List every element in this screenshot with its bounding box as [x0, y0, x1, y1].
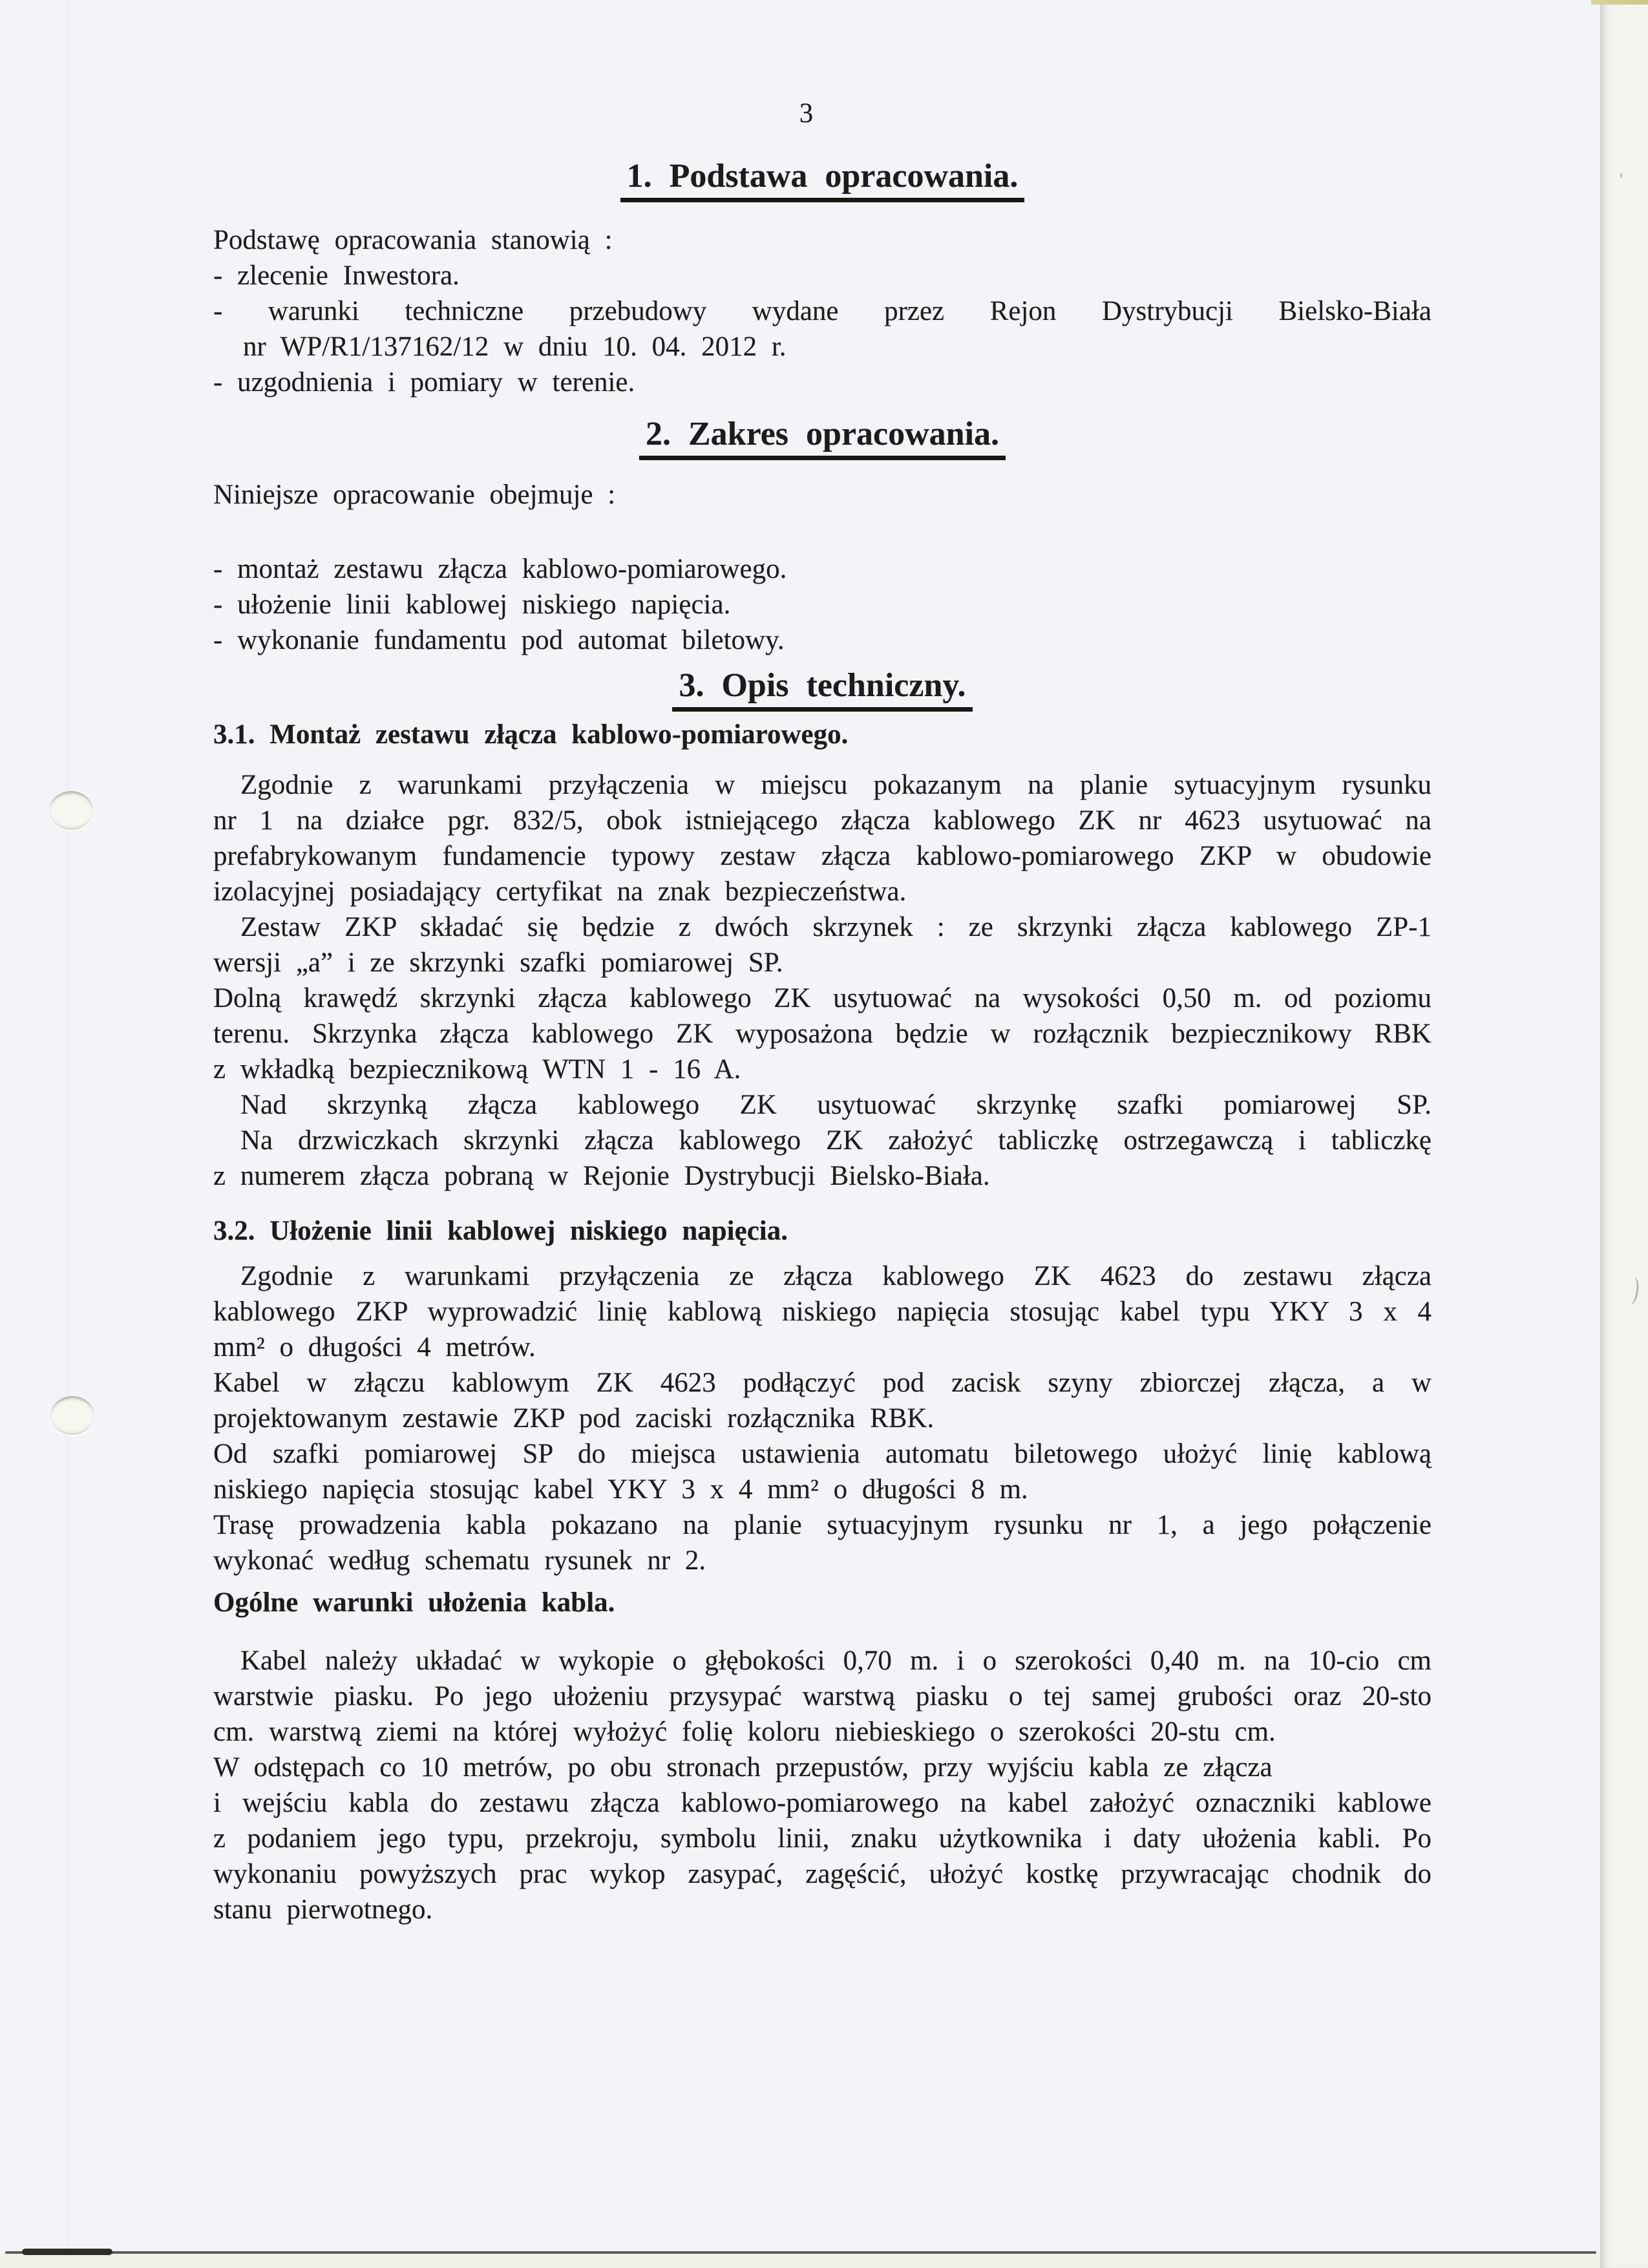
text-line: Nad skrzynką złącza kablowego ZK usytuować skrzynkę szafki pomiarowej SP.	[240, 1090, 1431, 1120]
text-line: Zgodnie z warunkami przyłączenia ze złącza kablowego ZK 4623 do zestawu złącza	[240, 1261, 1431, 1291]
section-2-lead: Niniejsze opracowanie obejmuje :	[213, 480, 616, 510]
text-line: nr 1 na działce pgr. 832/5, obok istniejącego złącza kablowego ZK nr 4623 usytuować na	[213, 805, 1431, 836]
text-line: stanu pierwotnego.	[213, 1894, 433, 1925]
text-line: W odstępach co 10 metrów, po obu stronach przepustów, przy wyjściu kabla ze złącza	[213, 1752, 1273, 1783]
section-1-item: - warunki techniczne przebudowy wydane przez Rejon Dystrybucji Bielsko-Biała	[213, 296, 1431, 326]
subsection-3-2-paragraph	[213, 1258, 1431, 1578]
text-line: i wejściu kabla do zestawu złącza kablowo-pomiarowego na kabel założyć oznaczniki kablowe	[213, 1788, 1431, 1818]
section-2-item: - montaż zestawu złącza kablowo-pomiarowego.	[213, 554, 787, 584]
text-line: wykonać według schematu rysunek nr 2.	[213, 1545, 706, 1576]
text-line: mm² o długości 4 metrów.	[213, 1332, 536, 1362]
punch-hole	[49, 791, 93, 830]
section-3-heading: 3. Opis techniczny.	[672, 668, 972, 712]
text-line: Trasę prowadzenia kabla pokazano na planie sytuacyjnym rysunku nr 1, a jego połączenie	[213, 1510, 1431, 1540]
section-1-lead: Podstawę opracowania stanowią :	[213, 225, 613, 255]
text-line: Na drzwiczkach skrzynki złącza kablowego ZK założyć tabliczkę ostrzegawczą i tabliczkę	[240, 1125, 1431, 1156]
section-2-heading-wrap	[213, 416, 1431, 460]
scanner-lid-artifact	[1591, 0, 1648, 5]
text-line: projektowanym zestawie ZKP pod zaciski rozłącznika RBK.	[213, 1403, 935, 1434]
punch-hole	[50, 1396, 94, 1435]
subsection-3-1-paragraph	[213, 767, 1431, 1194]
text-line: Dolną krawędź skrzynki złącza kablowego ZK usytuować na wysokości 0,50 m. od poziomu	[213, 983, 1431, 1013]
text-line: terenu. Skrzynka złącza kablowego ZK wyposażona będzie w rozłącznik bezpiecznikowy RBK	[213, 1019, 1431, 1049]
text-line: warstwie piasku. Po jego ułożeniu przysypać warstwą piasku o tej samej grubości oraz 20-sto	[213, 1681, 1431, 1712]
text-line: Kabel w złączu kablowym ZK 4623 podłączyć pod zacisk szyny zbiorczej złącza, a w	[213, 1368, 1431, 1398]
section-2-item: - ułożenie linii kablowej niskiego napięcia.	[213, 589, 731, 620]
text-line: Od szafki pomiarowej SP do miejsca ustawienia automatu biletowego ułożyć linię kablową	[213, 1439, 1431, 1469]
general-conditions-title: Ogólne warunki ułożenia kabla.	[213, 1587, 615, 1618]
text-line: z numerem złącza pobraną w Rejonie Dystrybucji Bielsko-Biała.	[213, 1161, 990, 1191]
document-body	[213, 0, 1431, 1927]
page-number	[213, 96, 1431, 131]
text-line: cm. warstwą ziemi na której wyłożyć folię koloru niebieskiego o szerokości 20-stu cm.	[213, 1717, 1276, 1747]
subsection-3-1-title: 3.1. Montaż zestawu złącza kablowo-pomiarowego.	[213, 719, 849, 750]
paper-bottom-edge	[5, 2251, 1596, 2254]
text-line: wykonaniu powyższych prac wykop zasypać, zagęścić, ułożyć kostkę przywracając chodnik do	[213, 1859, 1431, 1889]
text-line: Zestaw ZKP składać się będzie z dwóch skrzynek : ze skrzynki złącza kablowego ZP-1	[240, 912, 1431, 942]
text-line: prefabrykowanym fundamencie typowy zestaw złącza kablowo-pomiarowego ZKP w obudowie	[213, 841, 1431, 871]
section-1-item: - zlecenie Inwestora.	[213, 260, 460, 291]
paper-edge-shadow	[22, 2249, 112, 2255]
section-3-heading-wrap	[213, 668, 1431, 712]
text-line: Zgodnie z warunkami przyłączenia w miejscu pokazanym na planie sytuacyjnym rysunku	[240, 770, 1431, 800]
section-1-item: - uzgodnienia i pomiary w terenie.	[213, 367, 635, 397]
section-2-heading: 2. Zakres opracowania.	[639, 416, 1006, 460]
text-line: niskiego napięcia stosując kabel YKY 3 x 4 mm² o długości 8 m.	[213, 1474, 1028, 1505]
general-conditions-paragraph	[213, 1643, 1431, 1927]
page-number-value: 3	[799, 98, 814, 129]
paper-crease	[67, 0, 68, 2253]
section-2-item: - wykonanie fundamentu pod automat biletowy.	[213, 625, 785, 655]
text-line: kablowego ZKP wyprowadzić linię kablową niskiego napięcia stosując kabel typu YKY 3 x 4	[213, 1297, 1431, 1327]
scanner-background-right	[1600, 0, 1648, 2268]
section-1-heading: 1. Podstawa opracowania.	[620, 158, 1025, 202]
section-1-heading-wrap	[213, 158, 1431, 202]
section-1-item-continuation: nr WP/R1/137162/12 w dniu 10. 04. 2012 r.	[243, 332, 787, 362]
scanner-background-bottom	[0, 2256, 1600, 2268]
text-line: Kabel należy układać w wykopie o głębokości 0,70 m. i o szerokości 0,40 m. na 10-cio cm	[240, 1646, 1431, 1676]
text-line: izolacyjnej posiadający certyfikat na znak bezpieczeństwa.	[213, 876, 907, 907]
scan-artifact	[1620, 173, 1622, 178]
text-line: wersji „a” i ze skrzynki szafki pomiarowej SP.	[213, 948, 783, 978]
text-line: z podaniem jego typu, przekroju, symbolu linii, znaku użytkownika i daty ułożenia kabli. Po	[213, 1823, 1431, 1854]
text-line: z wkładką bezpiecznikową WTN 1 - 16 A.	[213, 1054, 741, 1085]
subsection-3-2-title: 3.2. Ułożenie linii kablowej niskiego napięcia.	[213, 1216, 788, 1246]
